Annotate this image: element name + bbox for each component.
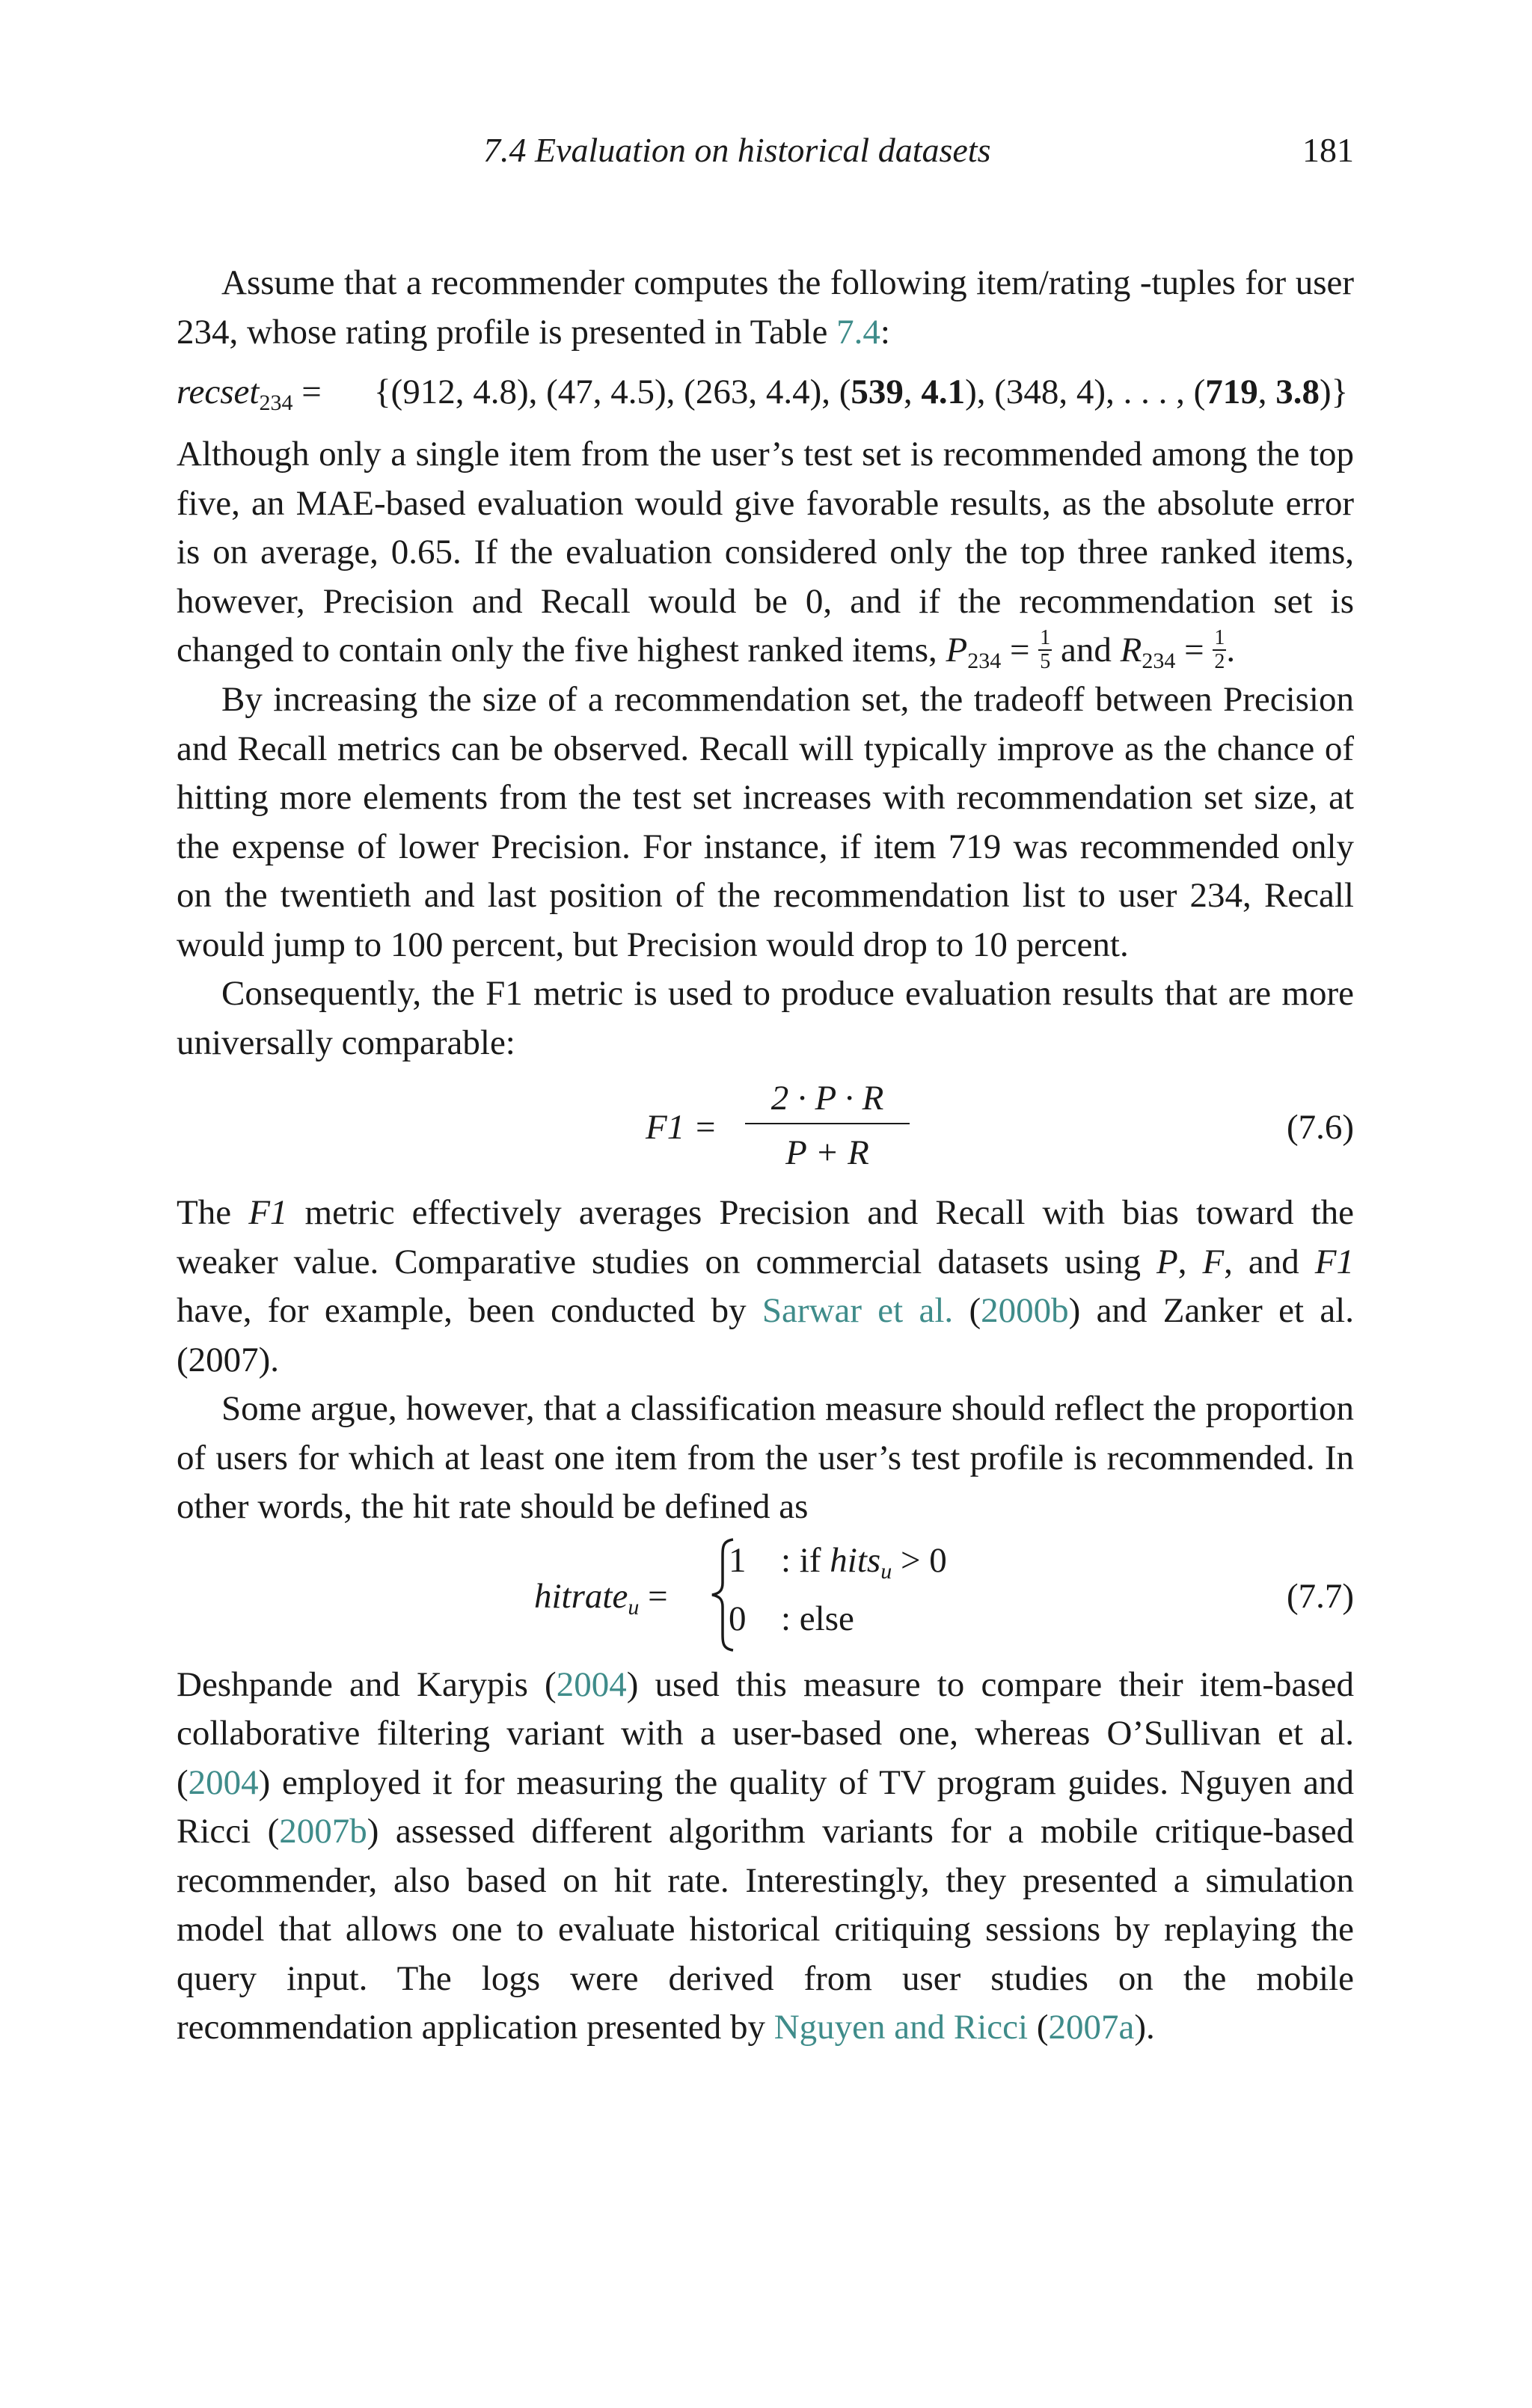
math-var: F [1202, 1242, 1225, 1281]
hitrate-name: hitrate [534, 1576, 628, 1616]
case-condition: : else [781, 1599, 854, 1638]
text-run: . [1226, 631, 1236, 670]
equation-f1 [177, 1073, 1354, 1184]
case-row-1 [729, 1537, 947, 1586]
page-number: 181 [1302, 131, 1354, 169]
text-run: and [1052, 631, 1121, 670]
precision-expression [946, 626, 1053, 674]
math-var: F1 [1314, 1242, 1354, 1281]
running-title: 7.4 Evaluation on historical datasets [483, 131, 991, 169]
text-run: : [880, 312, 890, 352]
paragraph-hitrate-intro: Some argue, however, that a classification measure should reflect the proportion of users for which at least one item from the user’s test profile is recommended. In other words, the hit rate should be defined as [177, 1389, 1354, 1527]
text-run: The [177, 1193, 249, 1233]
bold-rating: 4.1 [921, 373, 966, 411]
text-run: ) employed it for measuring the quality of TV program guides. Nguyen and Ricci ( [177, 1762, 1354, 1851]
bold-rating: 3.8 [1275, 373, 1320, 411]
text-run: Although only a single item from the user’s test set is recommended among the top five, an MAE-based evaluation would give favorable results, as the absolute error is on average, 0.65. If the evaluation considered only the top three ranked items, however, Precision and Recall would be 0, and if the recommendation set is changed to contain only the five highest ranked items, [177, 435, 1354, 670]
text-run: {(912, 4.8), (47, 4.5), (263, 4.4), ( [374, 373, 851, 411]
math-var: P [1156, 1242, 1178, 1281]
f1-numerator: 2 · P · R [745, 1073, 910, 1124]
recset-lhs [177, 368, 322, 417]
equals-sign: = [639, 1576, 668, 1616]
text-run: have, for example, been conducted by [177, 1291, 762, 1331]
fraction [1213, 628, 1226, 673]
case-condition: > 0 [892, 1540, 947, 1580]
equation-hitrate [177, 1537, 1354, 1658]
text-run: Assume that a recommender computes the following item/rating -tuples for [221, 263, 1287, 302]
math-subscript: 234 [967, 649, 1002, 673]
text-run: metric effectively averages Precision and Recall with bias toward the weaker value. Comparative studies on commercial datasets using [177, 1193, 1355, 1281]
citation-year-link[interactable]: 2004 [556, 1664, 627, 1704]
text-run: ( [1028, 2008, 1049, 2047]
equals-sign: = [1175, 631, 1213, 670]
case-value: 0 [729, 1599, 747, 1638]
bold-item: 539 [851, 373, 904, 411]
text-run: ) and Zanker et al. (2007). [177, 1291, 1354, 1379]
text-run: , [1177, 1242, 1203, 1281]
hitrate-subscript: u [628, 1594, 640, 1620]
fraction-denominator: 5 [1040, 650, 1051, 674]
text-run: user 234, whose rating profile is presented in Table [177, 263, 1354, 352]
citation-year-link[interactable]: 2007b [279, 1812, 367, 1851]
math-var: hits [830, 1540, 881, 1580]
hitrate-lhs [534, 1572, 668, 1622]
bold-item: 719 [1205, 373, 1258, 411]
fraction-denominator: 2 [1214, 650, 1225, 674]
text-run: )} [1319, 373, 1349, 411]
paragraph-tradeoff: By increasing the size of a recommendation set, the tradeoff between Precision and Recall metrics can be observed. Recall will typically improve as the chance of hitting more elements from the test set increases with recommendation set size, at the expense of lower Precision. For instance, if item 719 was recommended only on the twentieth and last position of the recommendation list to user 234, Recall would jump to 100 percent, but Precision would drop to 10 percent. [177, 680, 1354, 964]
equation-recset [177, 368, 1354, 417]
text-run: Deshpande and Karypis ( [177, 1664, 557, 1704]
fraction-numerator: 1 [1040, 626, 1051, 650]
page-header [177, 124, 1354, 177]
paragraph-deshpande [177, 1661, 1354, 2053]
f1-lhs: F1 = [646, 1108, 717, 1148]
recset-rhs [374, 368, 1348, 417]
math-var: R [1120, 631, 1142, 670]
case-row-2 [729, 1595, 854, 1644]
paragraph-mae [177, 430, 1354, 675]
equals-sign: = [292, 373, 322, 411]
case-value: 1 [729, 1540, 747, 1580]
case-condition: : if [781, 1540, 830, 1580]
recall-expression [1120, 626, 1236, 674]
equation-number: (7.7) [1286, 1576, 1354, 1616]
math-var: P [946, 631, 968, 670]
text-run: ). [1134, 2008, 1155, 2047]
f1-fraction [745, 1073, 910, 1178]
paragraph-f1-metric [177, 1189, 1354, 1385]
recset-name: recset [177, 373, 260, 411]
text-run: ), (348, 4), . . . , ( [965, 373, 1206, 411]
text-run: ) assessed different algorithm variants for a mobile critique-based recommender, also based on hit rate. Interestingly, they presented a simulation model that allows one to evaluate historical critiquing sessions by replaying the query input. The logs were derived from user studies on the mobile recommendation application presented by [177, 1812, 1354, 2047]
paragraph-recset-intro [177, 259, 1354, 357]
fraction-numerator: 1 [1214, 626, 1225, 650]
text-run: , [1257, 373, 1276, 411]
citation-year-link[interactable]: 2000b [981, 1291, 1069, 1331]
math-var: F1 [248, 1193, 288, 1233]
recset-subscript: 234 [259, 390, 293, 415]
text-run: , [903, 373, 922, 411]
text-run: , and [1224, 1242, 1315, 1281]
paragraph-f1-intro: Consequently, the F1 metric is used to produce evaluation results that are more universally comparable: [177, 974, 1354, 1062]
equals-sign: = [1001, 631, 1039, 670]
math-subscript: 234 [1142, 649, 1176, 673]
equation-number: (7.6) [1286, 1108, 1354, 1148]
fraction [1038, 628, 1052, 673]
text-run: ( [953, 1291, 981, 1331]
text-run: ) used this measure to compare their item-based collaborative filtering variant with a user-based one, whereas O’Sullivan et al. ( [177, 1664, 1354, 1802]
citation-link-sarwar[interactable]: Sarwar et al. [762, 1291, 954, 1331]
table-reference-link[interactable]: 7.4 [836, 312, 880, 352]
math-subscript: u [880, 1558, 892, 1584]
page-body [177, 259, 1354, 2053]
citation-year-link[interactable]: 2007a [1048, 2008, 1135, 2047]
citation-link-nguyen-ricci[interactable]: Nguyen and Ricci [773, 2008, 1029, 2047]
f1-denominator: P + R [785, 1133, 869, 1173]
citation-year-link[interactable]: 2004 [188, 1762, 259, 1802]
